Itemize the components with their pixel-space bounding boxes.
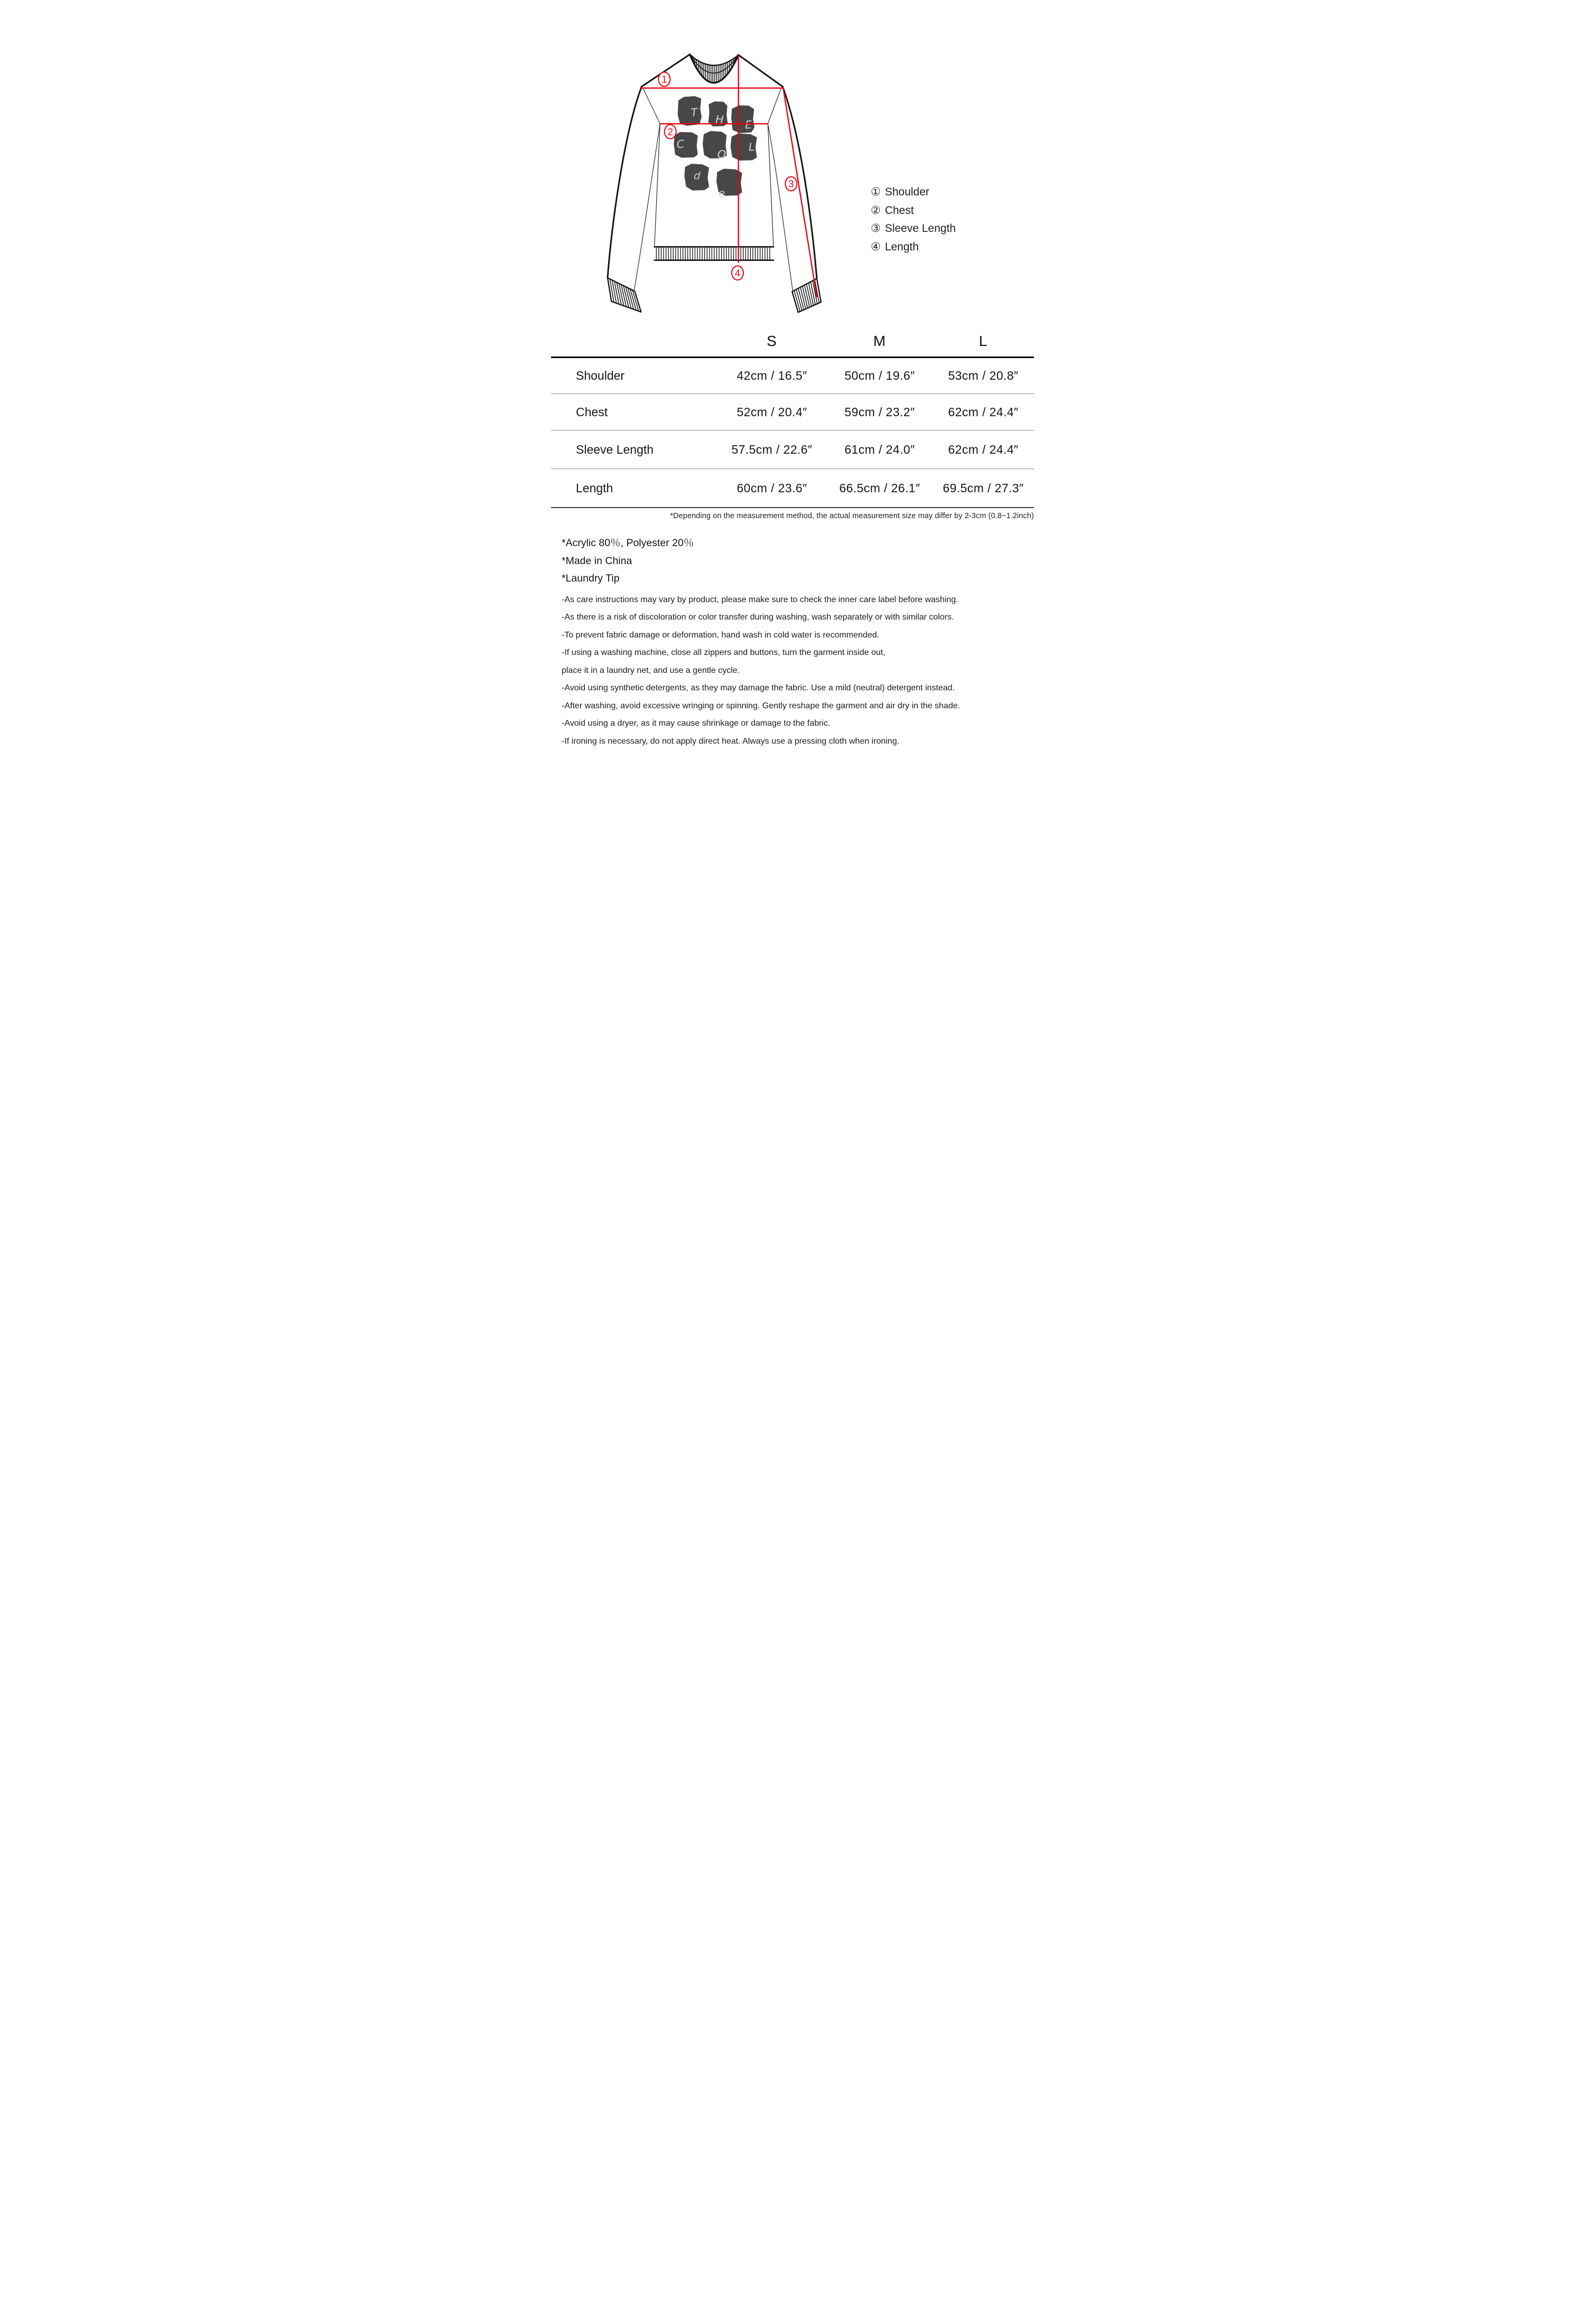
size-header-s: S xyxy=(767,332,777,349)
table-row-shoulder xyxy=(551,358,1034,394)
laundry-tip-heading: *Laundry Tip xyxy=(562,573,620,584)
row-label: Sleeve Length xyxy=(576,442,654,456)
hem-ribs xyxy=(656,248,770,260)
laundry-tips-list xyxy=(562,591,1042,751)
row-label: Length xyxy=(576,481,613,495)
svg-text:3: 3 xyxy=(788,178,794,190)
print-letter-d: d xyxy=(693,169,701,182)
legend-item-sleeve-length xyxy=(871,220,956,238)
measurement-legend xyxy=(871,183,956,256)
svg-text:4: 4 xyxy=(734,267,741,279)
svg-text:1: 1 xyxy=(661,73,667,85)
cell-shoulder-l: 53cm / 20.8″ xyxy=(948,369,1019,382)
legend-label: Length xyxy=(884,240,919,253)
laundry-tip: -Avoid using synthetic detergents, as they may damage the fabric. Use a mild (neutral) detergent instead. xyxy=(562,683,955,692)
cell-sleeve-s: 57.5cm / 22.6″ xyxy=(731,442,813,456)
cell-length-s: 60cm / 23.6″ xyxy=(736,481,807,495)
fabric-composition: *Acrylic 80％, Polyester 20％ xyxy=(562,537,694,549)
table-row-sleeve-length xyxy=(551,430,1034,469)
legend-item-length xyxy=(871,238,956,257)
row-label: Shoulder xyxy=(576,369,625,382)
measurement-disclaimer: *Depending on the measurement method, the actual measurement size may differ by 2-3cm (0.8~1.2inch) xyxy=(670,512,1034,520)
laundry-tip: -As care instructions may vary by product, please make sure to check the inner care label before washing. xyxy=(562,595,958,604)
hem-band xyxy=(655,247,773,260)
size-guide-page xyxy=(528,0,1057,775)
cell-sleeve-m: 61cm / 24.0″ xyxy=(844,442,915,456)
marker-4 xyxy=(732,266,743,280)
print-letter-L: L xyxy=(748,140,756,154)
chest-print-blobs xyxy=(674,96,757,196)
laundry-tip: -After washing, avoid excessive wringing or spinning. Gently reshape the garment and air dry in the shade. xyxy=(562,701,961,710)
laundry-tip: place it in a laundry net, and use a gentle cycle. xyxy=(562,666,740,675)
circled-4-icon: ④ xyxy=(871,240,881,253)
cuff-left xyxy=(608,278,641,312)
row-label: Chest xyxy=(576,405,608,419)
cell-length-m: 66.5cm / 26.1″ xyxy=(839,481,920,495)
legend-item-shoulder xyxy=(871,183,956,202)
print-letter-O: O xyxy=(717,148,726,161)
cell-chest-m: 59cm / 23.2″ xyxy=(844,405,915,419)
print-letter-T: T xyxy=(690,106,698,119)
cell-length-l: 69.5cm / 27.3″ xyxy=(943,481,1024,495)
circled-1-icon: ① xyxy=(871,186,881,198)
legend-item-chest xyxy=(871,202,956,220)
laundry-tip: -Avoid using a dryer, as it may cause shrinkage or damage to the fabric. xyxy=(562,719,831,728)
circled-3-icon: ③ xyxy=(871,222,881,235)
measure-line-sleeve xyxy=(783,88,817,297)
table-row-chest xyxy=(551,394,1034,430)
cell-shoulder-m: 50cm / 19.6″ xyxy=(844,369,915,382)
marker-2 xyxy=(665,125,676,139)
legend-label: Shoulder xyxy=(884,186,929,198)
sweater-measurement-diagram xyxy=(528,0,1057,317)
print-letter-H: H xyxy=(715,113,724,126)
laundry-tip: -As there is a risk of discoloration or color transfer during washing, wash separately or with similar colors. xyxy=(562,613,954,622)
legend-label: Chest xyxy=(884,204,914,217)
laundry-tip: -If ironing is necessary, do not apply direct heat. Always use a pressing cloth when ironing. xyxy=(562,736,900,746)
laundry-tip: -To prevent fabric damage or deformation, hand wash in cold water is recommended. xyxy=(562,630,880,640)
table-row-length xyxy=(551,469,1034,508)
marker-3 xyxy=(785,177,797,191)
circled-2-icon: ② xyxy=(871,204,881,217)
print-letter-C: C xyxy=(676,137,685,151)
marker-1 xyxy=(658,72,670,87)
size-header-l: L xyxy=(978,332,988,349)
laundry-tip: -If using a washing machine, close all zippers and buttons, turn the garment inside out, xyxy=(562,648,885,657)
print-letter-e: e xyxy=(718,186,725,200)
size-header-m: M xyxy=(873,332,887,349)
cell-chest-l: 62cm / 24.4″ xyxy=(948,405,1019,419)
country-of-origin: *Made in China xyxy=(562,555,632,567)
legend-label: Sleeve Length xyxy=(884,222,956,235)
product-info xyxy=(562,535,1042,750)
cell-shoulder-s: 42cm / 16.5″ xyxy=(736,369,807,382)
size-table-header-row xyxy=(551,325,1034,358)
cell-sleeve-l: 62cm / 24.4″ xyxy=(948,442,1019,456)
svg-text:2: 2 xyxy=(667,126,673,137)
collar xyxy=(690,54,739,83)
size-table xyxy=(551,325,1034,520)
cell-chest-s: 52cm / 20.4″ xyxy=(736,405,807,419)
print-letter-E: E xyxy=(744,118,752,132)
